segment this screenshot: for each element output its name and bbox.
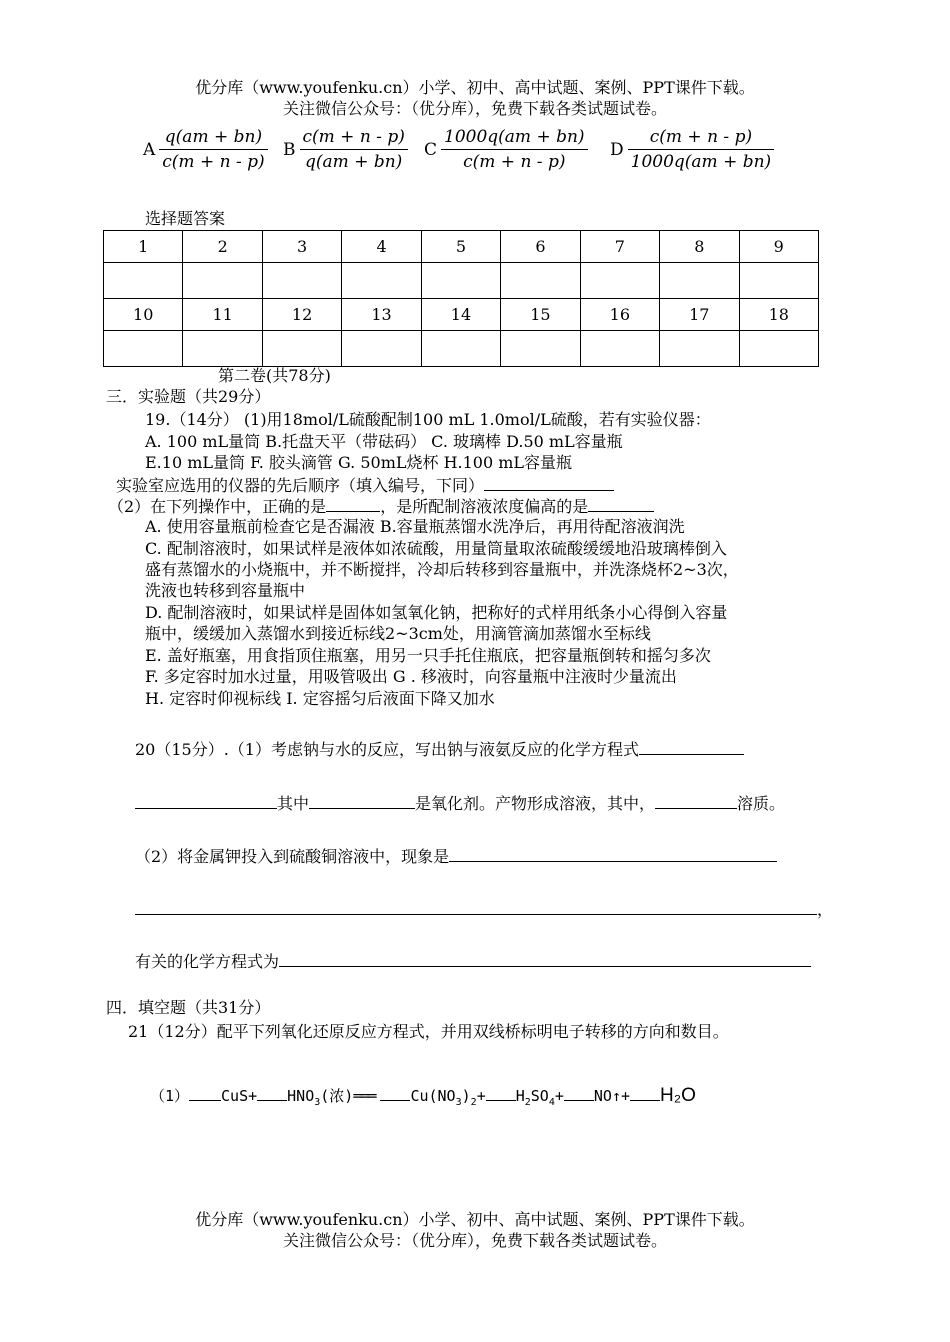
table-row — [104, 263, 819, 299]
q19-option-e: E. 盖好瓶塞，用食指顶住瓶塞，用另一只手托住瓶底，把容量瓶倒转和摇匀多次 — [145, 646, 711, 665]
footer-line-1: 优分库（www.youfenku.cn）小学、初中、高中试题、案例、PPT课件下载。 — [195, 1210, 755, 1229]
q20-text: 是氧化剂。产物形成溶液，其中， — [415, 794, 656, 813]
table-cell: 1 — [104, 231, 183, 263]
eq-term-water: H₂O — [660, 1085, 696, 1106]
option-label: B — [283, 139, 296, 160]
answer-blank[interactable] — [135, 792, 277, 809]
fraction — [628, 127, 775, 172]
eq-term: NO↑+ — [593, 1087, 631, 1105]
eq-term: H — [515, 1087, 525, 1105]
answer-blank[interactable] — [484, 474, 614, 491]
table-cell: 9 — [739, 231, 819, 263]
section-3-title: 三．实验题（共29分） — [106, 387, 271, 406]
part-two-title: 第二卷(共78分) — [218, 366, 331, 385]
q19-order — [116, 474, 614, 496]
q20-line-4 — [135, 898, 833, 920]
answer-cell[interactable] — [739, 331, 819, 367]
coefficient-blank[interactable] — [257, 1084, 287, 1101]
coefficient-blank[interactable] — [564, 1084, 594, 1101]
q19-option-a: A. 使用容量瓶前检查它是否漏液 B.容量瓶蒸馏水洗净后，再用待配溶液润洗 — [145, 517, 685, 536]
q19-option-c-2: 盛有蒸馏水的小烧瓶中，并不断搅拌，冷却后转移到容量瓶中，并洗涤烧杯2~3次， — [145, 560, 739, 579]
q20-line-2 — [135, 792, 785, 814]
numerator: 1000q(am + bn) — [441, 127, 588, 150]
option-label: C — [424, 139, 438, 160]
answer-cell[interactable] — [421, 331, 500, 367]
answer-cell[interactable] — [501, 263, 580, 299]
answer-cell[interactable] — [183, 331, 262, 367]
table-cell: 16 — [580, 299, 659, 331]
footer-line-2: 关注微信公众号：（优分库），免费下载各类试题试卷。 — [282, 1231, 667, 1250]
numerator: q(am + bn) — [159, 127, 267, 150]
option-c — [424, 127, 588, 172]
table-cell: 5 — [421, 231, 500, 263]
answer-blank[interactable] — [326, 495, 380, 512]
eq-term: + — [554, 1087, 564, 1105]
q19-instruments-2: E.10 mL量筒 F. 胶头滴管 G. 50mL烧杯 H.100 mL容量瓶 — [145, 453, 573, 472]
q19-part2-text-a: （2）在下列操作中，正确的是 — [108, 497, 327, 516]
header-line-2: 关注微信公众号：（优分库），免费下载各类试题试卷。 — [282, 99, 667, 118]
answer-cell[interactable] — [739, 263, 819, 299]
denominator: c(m + n - p) — [463, 152, 566, 172]
answer-cell[interactable] — [262, 331, 341, 367]
table-cell: 13 — [342, 299, 421, 331]
eq-term: ) — [461, 1087, 471, 1105]
q21-equation — [150, 1084, 696, 1114]
fraction — [159, 127, 267, 172]
numerator: c(m + n - p) — [300, 127, 408, 150]
answer-cell[interactable] — [104, 331, 183, 367]
numerator: c(m + n - p) — [628, 127, 775, 150]
option-a — [143, 127, 268, 172]
q19-part2-text-b: ，是所配制溶液浓度偏高的是 — [380, 497, 589, 516]
table-cell: 4 — [342, 231, 421, 263]
q19-option-c-3: 洗液也转移到容量瓶中 — [145, 581, 306, 600]
subscript: 4 — [548, 1097, 555, 1108]
answer-cell[interactable] — [580, 331, 659, 367]
section-4-title: 四．填空题（共31分） — [106, 998, 271, 1017]
subscript: 3 — [455, 1097, 462, 1108]
table-cell: 14 — [421, 299, 500, 331]
answer-cell[interactable] — [501, 331, 580, 367]
table-cell: 18 — [739, 299, 819, 331]
q19-option-c-1: C. 配制溶液时，如果试样是液体如浓硫酸，用量筒量取浓硫酸缓缓地沿玻璃棒倒入 — [145, 539, 727, 558]
q19-order-text: 实验室应选用的仪器的先后顺序（填入编号，下同） — [116, 476, 485, 495]
answer-cell[interactable] — [660, 263, 739, 299]
answer-cell[interactable] — [421, 263, 500, 299]
q20-text: 有关的化学方程式为 — [135, 952, 280, 971]
table-cell: 7 — [580, 231, 659, 263]
answer-blank[interactable] — [655, 792, 737, 809]
coefficient-blank[interactable] — [486, 1084, 516, 1101]
eq-term: SO — [530, 1087, 549, 1105]
answer-blank[interactable] — [309, 792, 415, 809]
q19-option-d-1: D. 配制溶液时，如果试样是固体如氢氧化钠，把称好的式样用纸条小心得倒入容量 — [145, 603, 728, 622]
table-row — [104, 231, 819, 263]
q20-text: 溶质。 — [737, 794, 786, 813]
fraction — [441, 127, 588, 172]
q19-stem: 19.（14分） (1)用18mol/L硫酸配制100 mL 1.0mol/L硫酸，若有实验仪器： — [145, 410, 711, 429]
option-label: A — [143, 139, 156, 160]
reaction-arrow: ═══ — [353, 1087, 375, 1105]
eq-term: CuS+ — [221, 1087, 258, 1105]
option-b — [283, 127, 408, 172]
eq-term: (浓) — [320, 1087, 354, 1105]
eq-prefix: （1） — [150, 1087, 190, 1105]
answer-cell[interactable] — [342, 331, 421, 367]
answer-blank[interactable] — [588, 495, 654, 512]
header-line-1: 优分库（www.youfenku.cn）小学、初中、高中试题、案例、PPT课件下载。 — [195, 78, 755, 97]
q19-part2 — [108, 495, 654, 517]
q21-stem: 21（12分）配平下列氧化还原反应方程式，并用双线桥标明电子转移的方向和数目。 — [128, 1022, 729, 1041]
q19-option-f: F. 多定容时加水过量，用吸管吸出 G . 移液时，向容量瓶中注液时少量流出 — [145, 667, 677, 686]
table-row — [104, 331, 819, 367]
eq-term: Cu(NO — [410, 1087, 456, 1105]
table-cell: 15 — [501, 299, 580, 331]
denominator: q(am + bn) — [305, 152, 403, 172]
answer-blank[interactable] — [279, 950, 811, 967]
answer-blank[interactable] — [449, 845, 777, 862]
q20-line-5 — [135, 950, 811, 972]
table-cell: 6 — [501, 231, 580, 263]
subscript: 2 — [524, 1097, 531, 1108]
subscript: 2 — [470, 1097, 477, 1108]
q20-text: （2）将金属钾投入到硫酸铜溶液中，现象是 — [135, 847, 450, 866]
answer-cell[interactable] — [342, 263, 421, 299]
eq-term: HNO — [287, 1087, 315, 1105]
table-cell: 11 — [183, 299, 262, 331]
coefficient-blank[interactable] — [630, 1084, 660, 1101]
answer-cell[interactable] — [580, 263, 659, 299]
table-cell: 2 — [183, 231, 262, 263]
q19-option-d-2: 瓶中，缓缓加入蒸馏水到接近标线2~3cm处，用滴管滴加蒸馏水至标线 — [145, 624, 651, 643]
subscript: 3 — [314, 1097, 321, 1108]
q20-text: ， — [817, 900, 834, 919]
table-cell: 8 — [660, 231, 739, 263]
table-cell: 10 — [104, 299, 183, 331]
q20-text: 20（15分）.（1）考虑钠与水的反应，写出钠与液氨反应的化学方程式 — [135, 740, 639, 759]
q20-line-1 — [135, 738, 744, 760]
option-label: D — [610, 139, 624, 160]
answer-blank[interactable] — [639, 738, 744, 755]
answer-cell[interactable] — [104, 263, 183, 299]
coefficient-blank[interactable] — [189, 1084, 221, 1101]
q19-instruments-1: A. 100 mL量筒 B.托盘天平（带砝码） C. 玻璃棒 D.50 mL容量瓶 — [145, 432, 623, 451]
answer-cell[interactable] — [262, 263, 341, 299]
fraction — [300, 127, 408, 172]
q20-text: 其中 — [277, 794, 310, 813]
table-row — [104, 299, 819, 331]
table-cell: 17 — [660, 299, 739, 331]
coefficient-blank[interactable] — [380, 1084, 410, 1101]
q19-option-h: H. 定容时仰视标线 I. 定容摇匀后液面下降又加水 — [145, 689, 495, 708]
answer-cell[interactable] — [660, 331, 739, 367]
denominator: 1000q(am + bn) — [630, 152, 772, 172]
q20-line-3 — [135, 845, 777, 867]
answer-table — [103, 230, 819, 367]
table-cell: 12 — [262, 299, 341, 331]
answer-blank[interactable] — [135, 898, 817, 915]
eq-term: + — [476, 1087, 486, 1105]
table-cell: 3 — [262, 231, 341, 263]
answer-table-title: 选择题答案 — [145, 209, 226, 228]
answer-cell[interactable] — [183, 263, 262, 299]
option-d — [610, 127, 774, 172]
denominator: c(m + n - p) — [162, 152, 265, 172]
